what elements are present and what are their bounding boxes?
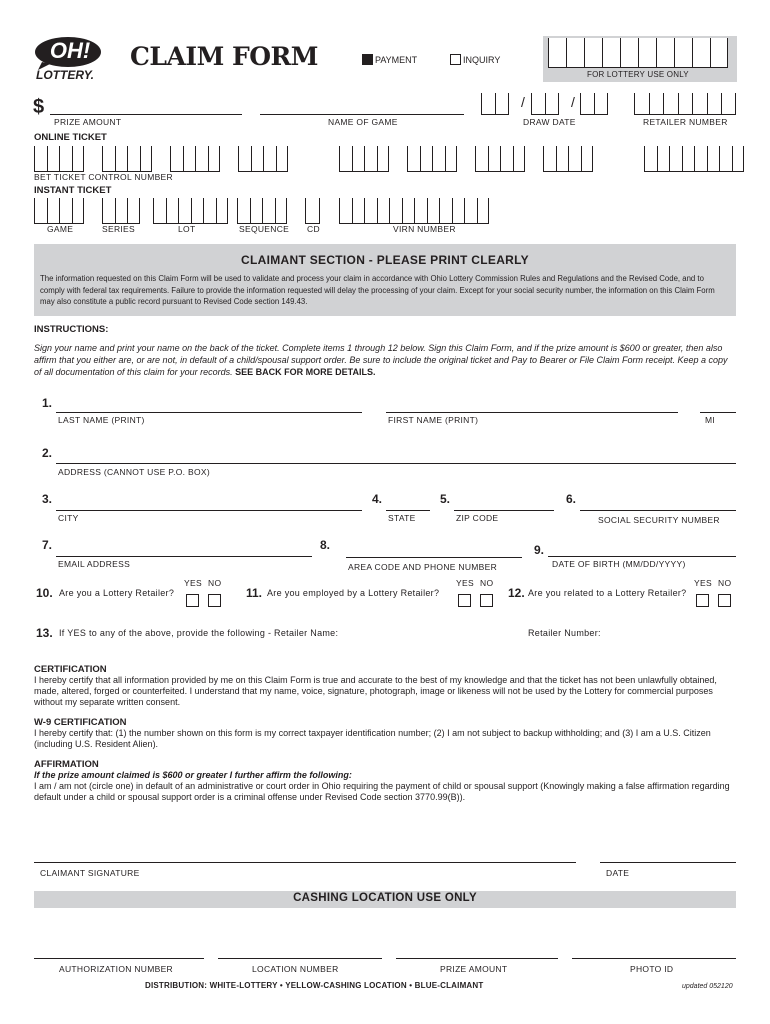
game-name-label: NAME OF GAME [328, 117, 398, 127]
q11-text: Are you employed by a Lottery Retailer? [267, 588, 440, 598]
inquiry-label: INQUIRY [463, 55, 501, 65]
item-7-number: 7. [42, 538, 53, 552]
draw-date-day[interactable] [531, 93, 559, 115]
virn-label: VIRN NUMBER [393, 224, 456, 234]
draw-date-month[interactable] [481, 93, 509, 115]
q12-no-checkbox[interactable] [718, 594, 731, 607]
item-13-number: 13. [36, 626, 53, 640]
certification-body: I hereby certify that all information provided by me on this Claim Form is true and accurate to the best of my knowledge and that the ticket has not been unlawfully obtained, made, altered, forged or counterfeited. I understand that my name, voice, signature, photograph, image or likeness will not be used by the Lottery for commercial purposes without my separate written consent. [34, 675, 717, 707]
logo-text: OH! [49, 38, 91, 63]
instant-cd-cells[interactable] [305, 198, 320, 224]
draw-date-slash-2: / [571, 94, 575, 110]
instant-ticket-heading: INSTANT TICKET [34, 185, 112, 196]
instructions-heading: INSTRUCTIONS: [34, 324, 109, 335]
affirmation-sub: If the prize amount claimed is $600 or greater I further affirm the following: [34, 770, 352, 780]
last-name-label: LAST NAME (PRINT) [58, 415, 145, 425]
draw-date-slash-1: / [521, 94, 525, 110]
dob-label: DATE OF BIRTH (MM/DD/YYYY) [552, 559, 686, 569]
bet-ticket-label: BET TICKET CONTROL NUMBER [34, 172, 173, 182]
w9-body: I hereby certify that: (1) the number shown on this form is my correct taxpayer identification number; (2) I am not subject to backup withholding; and (3) I am a U.S. Citizen (including U.S. Resident Alien). [34, 728, 711, 749]
claimant-signature-label: CLAIMANT SIGNATURE [40, 868, 140, 878]
instant-series-cells[interactable] [102, 198, 140, 224]
first-name-input[interactable] [386, 412, 678, 413]
lottery-use-cells [548, 38, 728, 68]
phone-input[interactable] [346, 557, 522, 558]
instant-game-cells[interactable] [34, 198, 84, 224]
instructions-text: Sign your name and print your name on the back of the ticket. Complete items 1 through 12 below. Sign this Claim Form, and if the prize amount is $600 or greater, then also affirm that you either are, or are not, in default of a child/spousal support order. Be sure to include the original ticket and Pay to Bearer or File Claim Form receipt. Keep a copy of all documentation of this claim for your records. [34, 343, 728, 377]
claimant-signature-input[interactable] [34, 862, 576, 863]
draw-date-year[interactable] [580, 93, 608, 115]
item-2-number: 2. [42, 446, 53, 460]
authorization-number-label: AUTHORIZATION NUMBER [59, 964, 173, 974]
authorization-number-input[interactable] [34, 958, 204, 959]
distribution-text: DISTRIBUTION: WHITE-LOTTERY • YELLOW-CASHING LOCATION • BLUE-CLAIMANT [145, 981, 484, 990]
instructions-body [34, 342, 734, 378]
q11-no-checkbox[interactable] [480, 594, 493, 607]
ohio-lottery-logo [34, 36, 106, 82]
email-label: EMAIL ADDRESS [58, 559, 131, 569]
cashing-prize-amount-label: PRIZE AMOUNT [440, 964, 508, 974]
city-input[interactable] [56, 510, 362, 511]
game-name-line[interactable] [260, 114, 464, 115]
series-label: SERIES [102, 224, 135, 234]
item-1-number: 1. [42, 396, 53, 410]
item-3-number: 3. [42, 492, 53, 506]
retailer-number-field-label: Retailer Number: [528, 628, 601, 638]
email-input[interactable] [56, 556, 312, 557]
address-input[interactable] [56, 463, 736, 464]
item-9-number: 9. [534, 543, 545, 557]
cd-label: CD [307, 224, 320, 234]
logo-sub: LOTTERY. [36, 68, 95, 82]
q10-yes-label: YES [184, 578, 202, 588]
updated-text: updated 052120 [682, 983, 733, 990]
item-12-number: 12. [508, 586, 525, 600]
payment-checkbox[interactable] [362, 54, 373, 65]
first-name-label: FIRST NAME (PRINT) [388, 415, 479, 425]
instant-virn-cells[interactable] [339, 198, 489, 224]
zip-input[interactable] [454, 510, 554, 511]
item-8-number: 8. [320, 538, 331, 552]
last-name-input[interactable] [56, 412, 362, 413]
q10-text: Are you a Lottery Retailer? [59, 588, 175, 598]
lot-label: LOT [178, 224, 196, 234]
instant-lot-cells[interactable] [153, 198, 228, 224]
q10-yes-checkbox[interactable] [186, 594, 199, 607]
online-ticket-heading: ONLINE TICKET [34, 132, 107, 143]
address-label: ADDRESS (CANNOT USE P.O. BOX) [58, 467, 210, 477]
q10-no-label: NO [208, 578, 222, 588]
q12-yes-checkbox[interactable] [696, 594, 709, 607]
dob-input[interactable] [548, 556, 736, 557]
claimant-notice: The information requested on this Claim Form will be used to validate and process your claim in accordance with Ohio Lottery Commission Rules and Regulations and the Revised Code, and to comply with federal tax requirements. Failure to provide the information requested will delay the processing of your claim. Except for your social security number, the information on this Claim Form may also constitute a public record pursuant to Revised Code section 149.43. [40, 274, 715, 306]
item-5-number: 5. [440, 492, 451, 506]
lottery-use-label: FOR LOTTERY USE ONLY [587, 70, 689, 79]
photo-id-input[interactable] [572, 958, 736, 959]
item-11-number: 11. [246, 586, 263, 600]
q11-yes-checkbox[interactable] [458, 594, 471, 607]
w9-heading: W-9 CERTIFICATION [34, 717, 127, 728]
city-label: CITY [58, 513, 79, 523]
certification-heading: CERTIFICATION [34, 664, 107, 675]
instant-sequence-cells[interactable] [237, 198, 287, 224]
see-back-text: SEE BACK FOR MORE DETAILS. [235, 367, 376, 377]
affirmation-heading: AFFIRMATION [34, 759, 99, 770]
sequence-label: SEQUENCE [239, 224, 290, 234]
item-6-number: 6. [566, 492, 577, 506]
signature-date-label: DATE [606, 868, 630, 878]
ssn-input[interactable] [580, 510, 736, 511]
q11-no-label: NO [480, 578, 494, 588]
lottery-use-box [543, 36, 737, 82]
prize-amount-line[interactable] [50, 114, 242, 115]
location-number-input[interactable] [218, 958, 382, 959]
game-label: GAME [47, 224, 74, 234]
location-number-label: LOCATION NUMBER [252, 964, 339, 974]
q12-no-label: NO [718, 578, 732, 588]
item-10-number: 10. [36, 586, 53, 600]
mi-label: MI [705, 415, 716, 425]
inquiry-checkbox[interactable] [450, 54, 461, 65]
payment-label: PAYMENT [375, 55, 418, 65]
cashing-prize-amount-input[interactable] [396, 958, 558, 959]
prize-amount-label: PRIZE AMOUNT [54, 117, 122, 127]
q11-yes-label: YES [456, 578, 474, 588]
retailer-number-cells[interactable] [634, 93, 736, 115]
draw-date-label: DRAW DATE [523, 117, 576, 127]
affirmation-body: I am / am not (circle one) in default of an administrative or court order in Ohio requiring the payment of child or spousal support (Knowingly making a false affirmation regarding default under a child or spousal support order is a criminal offense under Revised Code section 3770.99(B)). [34, 781, 730, 802]
state-input[interactable] [386, 510, 430, 511]
claimant-section-band [34, 244, 736, 316]
q12-yes-label: YES [694, 578, 712, 588]
state-label: STATE [388, 513, 416, 523]
signature-date-input[interactable] [600, 862, 736, 863]
zip-label: ZIP CODE [456, 513, 499, 523]
q13-text: If YES to any of the above, provide the following - Retailer Name: [59, 628, 339, 638]
photo-id-label: PHOTO ID [630, 964, 674, 974]
ssn-label: SOCIAL SECURITY NUMBER [598, 515, 720, 525]
item-4-number: 4. [372, 492, 383, 506]
dollar-sign: $ [33, 96, 45, 118]
q10-no-checkbox[interactable] [208, 594, 221, 607]
cashing-location-band [34, 891, 736, 908]
phone-label: AREA CODE AND PHONE NUMBER [348, 562, 498, 572]
cashing-heading: CASHING LOCATION USE ONLY [293, 892, 477, 904]
q12-text: Are you related to a Lottery Retailer? [528, 588, 687, 598]
mi-input[interactable] [700, 412, 736, 413]
claimant-heading: CLAIMANT SECTION - PLEASE PRINT CLEARLY [241, 253, 529, 267]
form-title: CLAIM FORM [130, 42, 318, 71]
retailer-number-label: RETAILER NUMBER [643, 117, 728, 127]
